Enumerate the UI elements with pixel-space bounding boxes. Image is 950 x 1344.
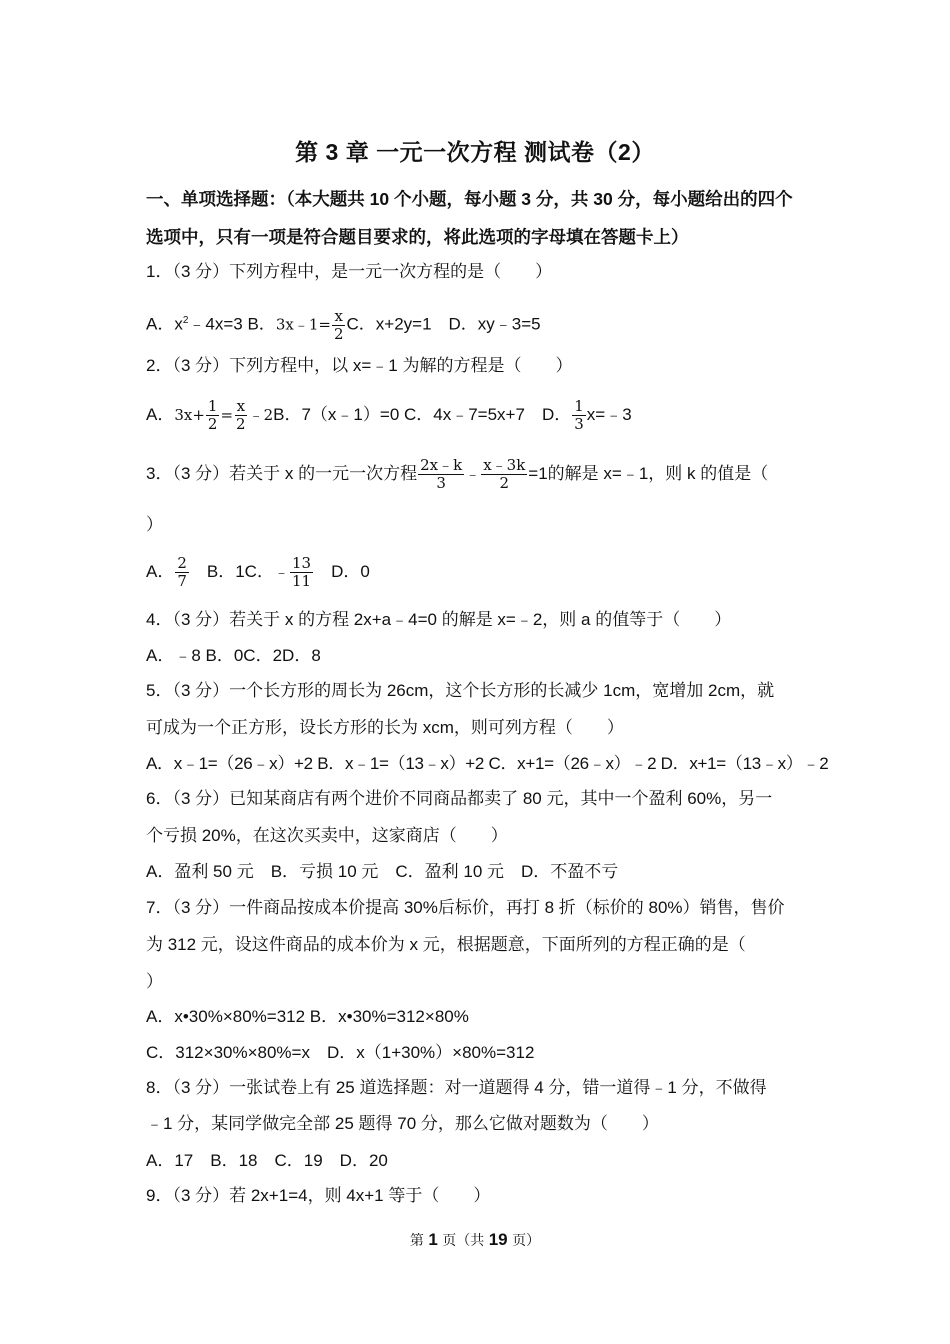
section-heading-line1: 一、单项选择题：（本大题共 10 个小题，每小题 3 分，共 30 分，每小题给出的四个 bbox=[146, 189, 793, 209]
q6-options: A．盈利 50 元 B．亏损 10 元 C．盈利 10 元 D．不盈不亏 bbox=[146, 862, 619, 881]
q5-stem-line2: 可成为一个正方形，设长方形的长为 xcm，则可列方程（ ） bbox=[146, 718, 624, 737]
q1-options-rest: C．x+2y=1 D．xy﹣3=5 bbox=[346, 314, 541, 334]
q3-denominator2: 2 bbox=[499, 474, 509, 493]
q3-fraction1 bbox=[418, 457, 464, 492]
page-title: 第 3 章 一元一次方程 测试卷（2） bbox=[295, 139, 655, 165]
q2-option-a-numerator1: 1 bbox=[207, 397, 218, 416]
q3-numerator1: 2x﹣k bbox=[420, 456, 463, 475]
footer-middle: 页（共 bbox=[437, 1233, 489, 1249]
q2-option-a-fraction2 bbox=[234, 398, 248, 433]
q2-option-a-tail: ﹣2 bbox=[248, 406, 274, 424]
q1-option-b-lhs: 3x﹣1= bbox=[275, 315, 331, 334]
q3-option-a-numerator: 2 bbox=[177, 554, 187, 573]
q2-option-d-numerator: 1 bbox=[574, 397, 584, 416]
q1-stem: 1．（3 分）下列方程中，是一元一次方程的是（ ） bbox=[146, 262, 553, 281]
q3-stem-prefix: 3．（3 分）若关于 x 的一元一次方程 bbox=[146, 464, 418, 483]
q3-option-d: D．0 bbox=[314, 562, 370, 581]
q6-stem-line2: 个亏损 20%，在这次买卖中，这家商店（ ） bbox=[146, 826, 508, 845]
q1-option-a-prefix: A．x bbox=[146, 314, 183, 334]
q2-option-a-denominator1: 2 bbox=[207, 415, 218, 434]
q1-option-a-suffix: ﹣4x=3 B． bbox=[188, 314, 276, 334]
footer-prefix: 第 bbox=[409, 1233, 429, 1249]
q5-stem-line1: 5．（3 分）一个长方形的周长为 26cm，这个长方形的长减少 1cm，宽增加 2cm，就 bbox=[146, 681, 775, 700]
q2-stem: 2．（3 分）下列方程中，以 x=﹣1 为解的方程是（ ） bbox=[146, 356, 573, 375]
q8-stem-line2: ﹣1 分，某同学做完全部 25 题得 70 分，那么它做对题数为（ ） bbox=[146, 1114, 659, 1133]
q3-denominator1: 3 bbox=[436, 474, 446, 493]
q1-options bbox=[146, 304, 811, 343]
q7-stem-line3: ） bbox=[146, 972, 163, 991]
q2-option-a-numerator2: x bbox=[236, 397, 246, 416]
q2-option-a-prefix: A． bbox=[146, 405, 175, 424]
q1-option-b-numerator: x bbox=[334, 306, 343, 325]
q3-minus: ﹣ bbox=[465, 465, 481, 483]
q3-option-c-sign: ﹣ bbox=[273, 563, 289, 581]
q2-option-a-fraction1 bbox=[206, 398, 220, 433]
q8-stem-line1: 8．（3 分）一张试卷上有 25 道选择题：对一道题得 4 分，错一道得﹣1 分，不做得 bbox=[146, 1078, 767, 1097]
q2-option-a-lhs: 3x+ bbox=[174, 406, 205, 424]
q2-option-d-fraction bbox=[572, 398, 586, 433]
q2-option-d-tail: x=﹣3 bbox=[586, 405, 632, 424]
section-heading-line2: 选项中，只有一项是符合题目要求的，将此选项的字母填在答题卡上） bbox=[146, 227, 689, 247]
q3-option-c-numerator: 13 bbox=[291, 554, 312, 573]
q5-options: A．x﹣1=（26﹣x）+2 B．x﹣1=（13﹣x）+2 C．x+1=（26﹣x）﹣2 D．x+1=（13﹣x）﹣2 bbox=[146, 754, 829, 773]
q9-stem: 9．（3 分）若 2x+1=4，则 4x+1 等于（ ） bbox=[146, 1186, 491, 1205]
q1-option-b-denominator: 2 bbox=[333, 324, 344, 343]
q4-options: A．﹣8 B．0C．2D．8 bbox=[146, 646, 321, 665]
q2-option-a-equals: = bbox=[220, 406, 234, 424]
q2-option-a-denominator2: 2 bbox=[236, 415, 246, 434]
q1-option-a-exponent: 2 bbox=[182, 315, 189, 326]
footer-suffix: 页） bbox=[507, 1233, 541, 1249]
q2-options-mid: B．7（x﹣1）=0 C．4x﹣7=5x+7 D． bbox=[273, 405, 572, 424]
q3-option-a-denominator: 7 bbox=[177, 572, 187, 591]
q2-option-d-denominator: 3 bbox=[574, 415, 584, 434]
q7-options-row1: A．x•30%×80%=312 B．x•30%=312×80% bbox=[146, 1007, 469, 1026]
q3-option-c-denominator: 11 bbox=[291, 572, 312, 591]
page-footer bbox=[0, 1230, 950, 1250]
q2-options bbox=[146, 398, 811, 433]
q7-options-row2: C．312×30%×80%=x D．x（1+30%）×80%=312 bbox=[146, 1043, 535, 1062]
q3-options bbox=[146, 553, 811, 591]
q3-stem bbox=[146, 456, 811, 492]
q7-stem-line1: 7．（3 分）一件商品按成本价提高 30%后标价，再打 8 折（标价的 80%）销售，售价 bbox=[146, 898, 785, 917]
q3-option-c-fraction bbox=[290, 555, 313, 590]
q3-option-a-prefix: A． bbox=[146, 562, 175, 581]
q3-option-a-fraction bbox=[175, 555, 189, 590]
footer-page-number: 1 bbox=[428, 1230, 438, 1249]
q8-options: A．17 B．18 C．19 D．20 bbox=[146, 1151, 388, 1170]
q1-option-b-fraction bbox=[332, 308, 346, 343]
q3-stem-suffix: =1的解是 x=﹣1，则 k 的值是（ bbox=[528, 464, 769, 483]
q3-options-mid: B．1C． bbox=[189, 562, 274, 581]
q3-numerator2: x﹣3k bbox=[483, 456, 526, 475]
q3-stem-line2: ） bbox=[146, 515, 163, 534]
q3-fraction2 bbox=[481, 457, 527, 492]
q6-stem-line1: 6．（3 分）已知某商店有两个进价不同商品都卖了 80 元，其中一个盈利 60%，另一 bbox=[146, 789, 773, 808]
q7-stem-line2: 为 312 元，设这件商品的成本价为 x 元，根据题意，下面所列的方程正确的是（ bbox=[146, 935, 746, 954]
q4-stem: 4．（3 分）若关于 x 的方程 2x+a﹣4=0 的解是 x=﹣2，则 a 的值等于（ ） bbox=[146, 610, 732, 629]
footer-total-pages: 19 bbox=[488, 1230, 508, 1249]
